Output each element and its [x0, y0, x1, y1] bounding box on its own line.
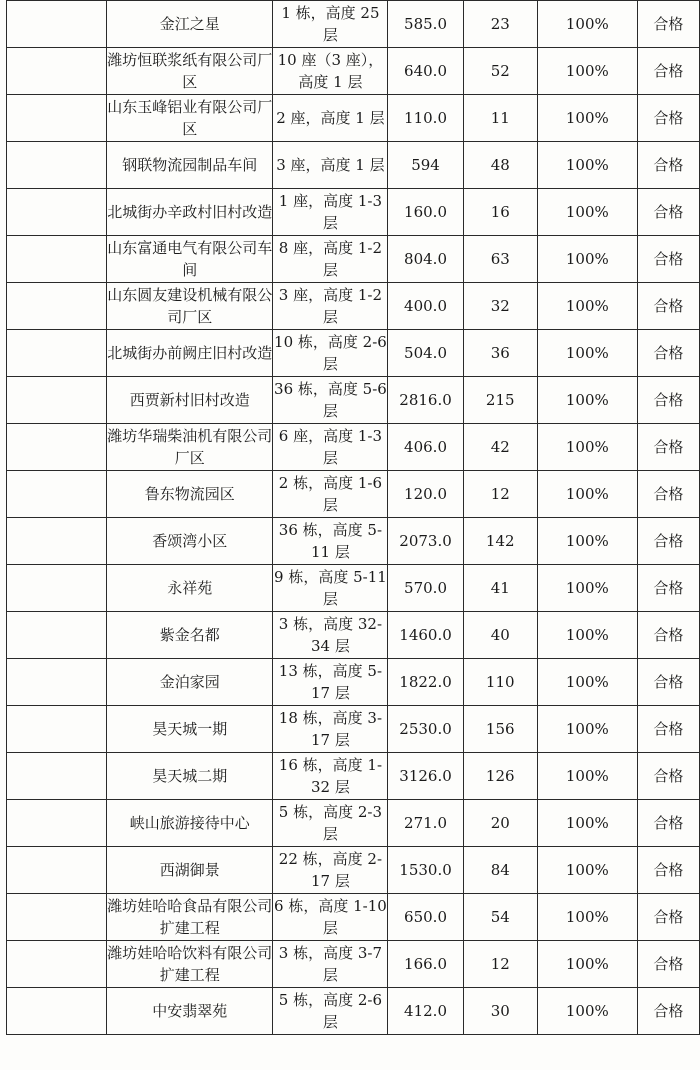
area-cell: 271.0 [388, 800, 463, 847]
blank-column-cell [7, 894, 107, 941]
project-name-cell: 永祥苑 [107, 565, 273, 612]
pass-rate-cell: 100% [537, 330, 637, 377]
table-row [7, 612, 700, 659]
project-name-cell: 山东圆友建设机械有限公司厂区 [107, 283, 273, 330]
table-row [7, 706, 700, 753]
count-cell: 36 [463, 330, 537, 377]
count-cell: 23 [463, 1, 537, 48]
area-cell: 650.0 [388, 894, 463, 941]
building-desc-cell: 5 栋，高度 2-3 层 [273, 800, 388, 847]
table-body [7, 1, 700, 1035]
result-cell: 合格 [637, 753, 699, 800]
area-cell: 412.0 [388, 988, 463, 1035]
building-desc-cell: 5 栋，高度 2-6 层 [273, 988, 388, 1035]
project-name-cell: 金泊家园 [107, 659, 273, 706]
building-desc-cell: 3 栋，高度 3-7 层 [273, 941, 388, 988]
building-desc-cell: 18 栋，高度 3-17 层 [273, 706, 388, 753]
pass-rate-cell: 100% [537, 377, 637, 424]
blank-column-cell [7, 1, 107, 48]
count-cell: 126 [463, 753, 537, 800]
blank-column-cell [7, 283, 107, 330]
pass-rate-cell: 100% [537, 800, 637, 847]
area-cell: 110.0 [388, 95, 463, 142]
table-row [7, 95, 700, 142]
pass-rate-cell: 100% [537, 894, 637, 941]
blank-column-cell [7, 988, 107, 1035]
blank-column-cell [7, 424, 107, 471]
count-cell: 42 [463, 424, 537, 471]
blank-column-cell [7, 471, 107, 518]
project-name-cell: 紫金名都 [107, 612, 273, 659]
result-cell: 合格 [637, 518, 699, 565]
building-desc-cell: 3 栋，高度 32-34 层 [273, 612, 388, 659]
count-cell: 63 [463, 236, 537, 283]
table-row [7, 659, 700, 706]
table-row [7, 424, 700, 471]
area-cell: 2816.0 [388, 377, 463, 424]
count-cell: 54 [463, 894, 537, 941]
blank-column-cell [7, 753, 107, 800]
project-name-cell: 峡山旅游接待中心 [107, 800, 273, 847]
table-row [7, 377, 700, 424]
table-row [7, 565, 700, 612]
area-cell: 400.0 [388, 283, 463, 330]
project-name-cell: 昊天城一期 [107, 706, 273, 753]
count-cell: 30 [463, 988, 537, 1035]
table-row [7, 330, 700, 377]
pass-rate-cell: 100% [537, 753, 637, 800]
pass-rate-cell: 100% [537, 518, 637, 565]
blank-column-cell [7, 189, 107, 236]
blank-column-cell [7, 236, 107, 283]
pass-rate-cell: 100% [537, 1, 637, 48]
area-cell: 585.0 [388, 1, 463, 48]
result-cell: 合格 [637, 1, 699, 48]
count-cell: 32 [463, 283, 537, 330]
result-cell: 合格 [637, 424, 699, 471]
pass-rate-cell: 100% [537, 659, 637, 706]
table-row [7, 753, 700, 800]
table-row [7, 894, 700, 941]
project-name-cell: 山东富通电气有限公司车间 [107, 236, 273, 283]
blank-column-cell [7, 565, 107, 612]
result-cell: 合格 [637, 565, 699, 612]
project-name-cell: 金江之星 [107, 1, 273, 48]
blank-column-cell [7, 48, 107, 95]
area-cell: 504.0 [388, 330, 463, 377]
result-cell: 合格 [637, 800, 699, 847]
count-cell: 40 [463, 612, 537, 659]
count-cell: 41 [463, 565, 537, 612]
pass-rate-cell: 100% [537, 941, 637, 988]
blank-column-cell [7, 95, 107, 142]
blank-column-cell [7, 800, 107, 847]
area-cell: 166.0 [388, 941, 463, 988]
pass-rate-cell: 100% [537, 565, 637, 612]
project-name-cell: 香颂湾小区 [107, 518, 273, 565]
result-cell: 合格 [637, 142, 699, 189]
area-cell: 406.0 [388, 424, 463, 471]
project-name-cell: 西贾新村旧村改造 [107, 377, 273, 424]
building-desc-cell: 36 栋，高度 5-6 层 [273, 377, 388, 424]
building-desc-cell: 13 栋，高度 5-17 层 [273, 659, 388, 706]
table-row [7, 189, 700, 236]
table-row [7, 847, 700, 894]
building-desc-cell: 36 栋，高度 5-11 层 [273, 518, 388, 565]
result-cell: 合格 [637, 659, 699, 706]
project-name-cell: 西湖御景 [107, 847, 273, 894]
result-cell: 合格 [637, 941, 699, 988]
blank-column-cell [7, 142, 107, 189]
area-cell: 570.0 [388, 565, 463, 612]
count-cell: 16 [463, 189, 537, 236]
count-cell: 48 [463, 142, 537, 189]
project-name-cell: 潍坊娃哈哈食品有限公司扩建工程 [107, 894, 273, 941]
project-name-cell: 钢联物流园制品车间 [107, 142, 273, 189]
pass-rate-cell: 100% [537, 424, 637, 471]
table-row [7, 988, 700, 1035]
area-cell: 1460.0 [388, 612, 463, 659]
blank-column-cell [7, 612, 107, 659]
table-row [7, 1, 700, 48]
pass-rate-cell: 100% [537, 612, 637, 659]
blank-column-cell [7, 330, 107, 377]
building-desc-cell: 9 栋，高度 5-11 层 [273, 565, 388, 612]
inspection-table [6, 0, 700, 1035]
area-cell: 2073.0 [388, 518, 463, 565]
project-name-cell: 山东玉峰铝业有限公司厂区 [107, 95, 273, 142]
count-cell: 84 [463, 847, 537, 894]
project-name-cell: 昊天城二期 [107, 753, 273, 800]
building-desc-cell: 10 座（3 座），高度 1 层 [273, 48, 388, 95]
area-cell: 640.0 [388, 48, 463, 95]
building-desc-cell: 3 座，高度 1-2 层 [273, 283, 388, 330]
pass-rate-cell: 100% [537, 283, 637, 330]
count-cell: 142 [463, 518, 537, 565]
count-cell: 156 [463, 706, 537, 753]
table-row [7, 471, 700, 518]
pass-rate-cell: 100% [537, 847, 637, 894]
pass-rate-cell: 100% [537, 471, 637, 518]
area-cell: 2530.0 [388, 706, 463, 753]
building-desc-cell: 1 座，高度 1-3 层 [273, 189, 388, 236]
project-name-cell: 北城街办辛政村旧村改造 [107, 189, 273, 236]
result-cell: 合格 [637, 988, 699, 1035]
pass-rate-cell: 100% [537, 189, 637, 236]
count-cell: 52 [463, 48, 537, 95]
area-cell: 1822.0 [388, 659, 463, 706]
count-cell: 12 [463, 941, 537, 988]
building-desc-cell: 16 栋，高度 1-32 层 [273, 753, 388, 800]
area-cell: 804.0 [388, 236, 463, 283]
project-name-cell: 潍坊娃哈哈饮料有限公司扩建工程 [107, 941, 273, 988]
pass-rate-cell: 100% [537, 48, 637, 95]
table-row [7, 283, 700, 330]
pass-rate-cell: 100% [537, 706, 637, 753]
result-cell: 合格 [637, 612, 699, 659]
building-desc-cell: 3 座，高度 1 层 [273, 142, 388, 189]
area-cell: 160.0 [388, 189, 463, 236]
blank-column-cell [7, 518, 107, 565]
result-cell: 合格 [637, 847, 699, 894]
result-cell: 合格 [637, 471, 699, 518]
building-desc-cell: 10 栋，高度 2-6 层 [273, 330, 388, 377]
table-row [7, 236, 700, 283]
project-name-cell: 潍坊恒联浆纸有限公司厂区 [107, 48, 273, 95]
blank-column-cell [7, 377, 107, 424]
count-cell: 20 [463, 800, 537, 847]
table-row [7, 518, 700, 565]
result-cell: 合格 [637, 706, 699, 753]
pass-rate-cell: 100% [537, 988, 637, 1035]
area-cell: 3126.0 [388, 753, 463, 800]
building-desc-cell: 1 栋，高度 25 层 [273, 1, 388, 48]
result-cell: 合格 [637, 377, 699, 424]
table-row [7, 800, 700, 847]
result-cell: 合格 [637, 48, 699, 95]
project-name-cell: 潍坊华瑞柴油机有限公司厂区 [107, 424, 273, 471]
building-desc-cell: 6 栋，高度 1-10 层 [273, 894, 388, 941]
result-cell: 合格 [637, 283, 699, 330]
area-cell: 594 [388, 142, 463, 189]
project-name-cell: 鲁东物流园区 [107, 471, 273, 518]
blank-column-cell [7, 706, 107, 753]
area-cell: 1530.0 [388, 847, 463, 894]
count-cell: 215 [463, 377, 537, 424]
building-desc-cell: 22 栋，高度 2-17 层 [273, 847, 388, 894]
building-desc-cell: 2 座，高度 1 层 [273, 95, 388, 142]
area-cell: 120.0 [388, 471, 463, 518]
building-desc-cell: 8 座，高度 1-2 层 [273, 236, 388, 283]
table-row [7, 941, 700, 988]
building-desc-cell: 2 栋，高度 1-6 层 [273, 471, 388, 518]
count-cell: 110 [463, 659, 537, 706]
count-cell: 11 [463, 95, 537, 142]
pass-rate-cell: 100% [537, 142, 637, 189]
result-cell: 合格 [637, 330, 699, 377]
table-row [7, 142, 700, 189]
project-name-cell: 中安翡翠苑 [107, 988, 273, 1035]
result-cell: 合格 [637, 236, 699, 283]
blank-column-cell [7, 847, 107, 894]
table-row [7, 48, 700, 95]
result-cell: 合格 [637, 95, 699, 142]
building-desc-cell: 6 座，高度 1-3 层 [273, 424, 388, 471]
count-cell: 12 [463, 471, 537, 518]
blank-column-cell [7, 941, 107, 988]
pass-rate-cell: 100% [537, 95, 637, 142]
result-cell: 合格 [637, 189, 699, 236]
result-cell: 合格 [637, 894, 699, 941]
blank-column-cell [7, 659, 107, 706]
pass-rate-cell: 100% [537, 236, 637, 283]
project-name-cell: 北城街办前阙庄旧村改造 [107, 330, 273, 377]
